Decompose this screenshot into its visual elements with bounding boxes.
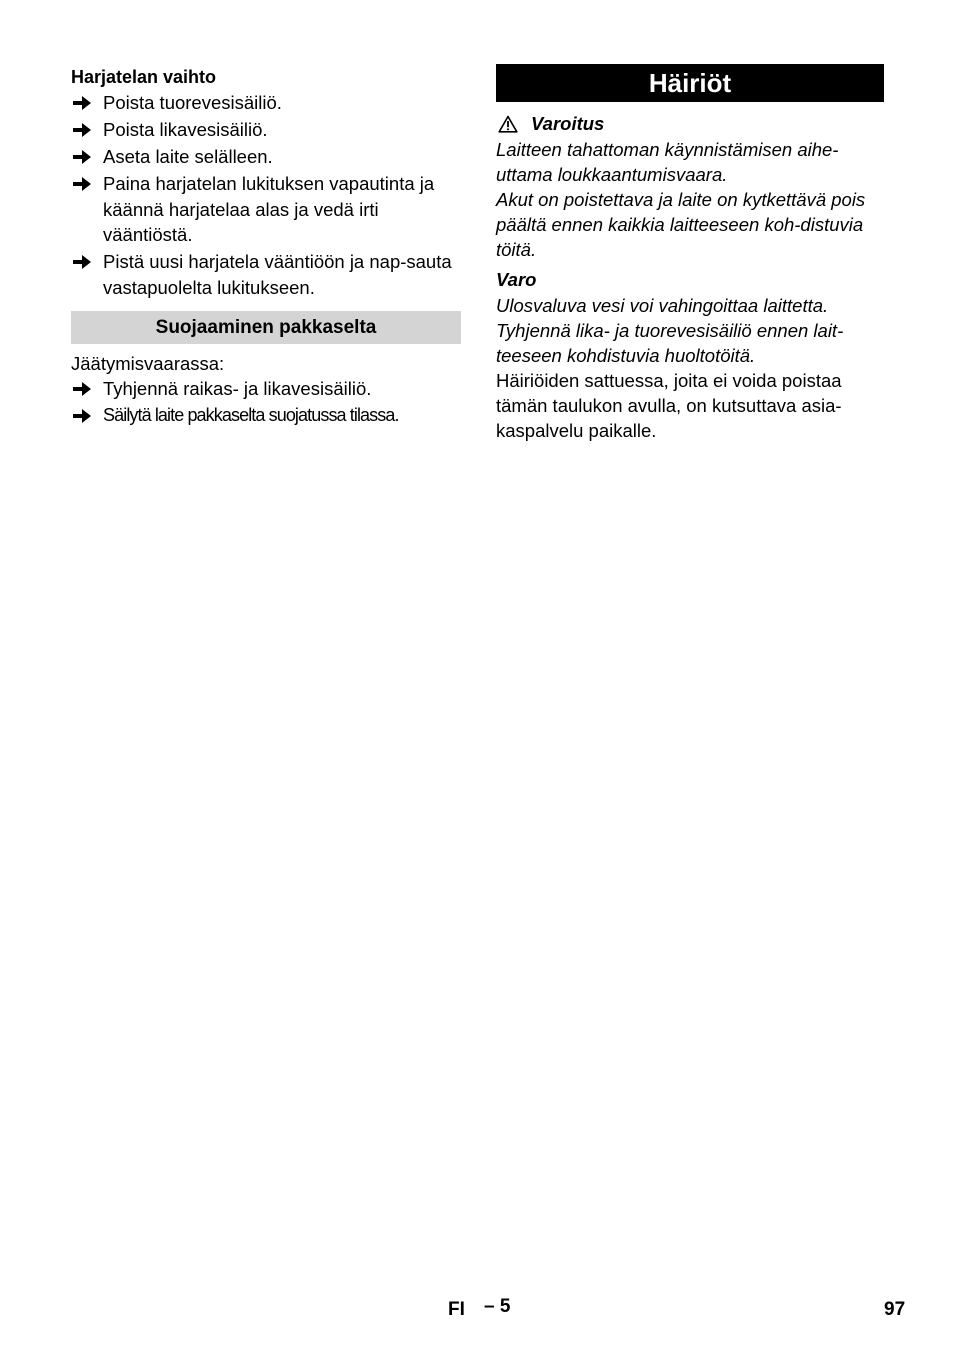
body-text: Häiriöiden sattuessa, joita ei voida poistaa tämän taulukon avulla, on kutsuttava asia-kaspalvelu paikalle. xyxy=(496,370,842,441)
warning-label: Varoitus xyxy=(531,113,605,134)
frost-steps xyxy=(71,376,461,429)
arrow-right-icon xyxy=(73,255,91,269)
step-text: Tyhjennä raikas- ja likavesisäiliö. xyxy=(103,378,372,399)
list-item xyxy=(71,144,461,170)
section-title: Häiriöt xyxy=(496,64,884,102)
warning-triangle-icon xyxy=(498,115,518,133)
step-text: Poista likavesisäiliö. xyxy=(103,119,268,140)
brush-roller-steps xyxy=(71,90,461,300)
list-item xyxy=(71,117,461,143)
right-column xyxy=(496,64,884,443)
footer-language: FI xyxy=(448,1299,465,1320)
left-column xyxy=(71,64,461,430)
footer-section-page: – 5 xyxy=(484,1296,511,1317)
warning-heading xyxy=(496,111,884,137)
step-text: Pistä uusi harjatela vääntiöön ja nap-sauta vastapuolelta lukitukseen. xyxy=(103,251,452,298)
caution-heading: Varo xyxy=(496,269,537,290)
list-item xyxy=(71,403,461,429)
warning-text: Akut on poistettava ja laite on kytkettävä pois päältä ennen kaikkia laitteeseen koh-distuvia töitä. xyxy=(496,189,866,260)
arrow-right-icon xyxy=(73,177,91,191)
frost-intro: Jäätymisvaarassa: xyxy=(71,353,225,374)
caution-text: Tyhjennä lika- ja tuorevesisäiliö ennen lait-teeseen kohdistuvia huoltotöitä. xyxy=(496,320,844,366)
arrow-right-icon xyxy=(73,123,91,137)
brush-roller-heading: Harjatelan vaihto xyxy=(71,67,217,87)
step-text: Poista tuorevesisäiliö. xyxy=(103,92,282,113)
warning-text: Laitteen tahattoman käynnistämisen aihe-uttama loukkaantumisvaara. xyxy=(496,139,839,185)
step-text: Paina harjatelan lukituksen vapautinta ja käännä harjatelaa alas ja vedä irti vääntiöstä. xyxy=(103,173,435,245)
footer-page-number: 97 xyxy=(884,1299,906,1320)
arrow-right-icon xyxy=(73,409,91,423)
arrow-right-icon xyxy=(73,96,91,110)
list-item xyxy=(71,376,461,402)
caution-text: Ulosvaluva vesi voi vahingoittaa laittetta. xyxy=(496,295,829,316)
step-text: Säilytä laite pakkaselta suojatussa tilassa. xyxy=(103,405,399,425)
step-text: Aseta laite selälleen. xyxy=(103,146,273,167)
arrow-right-icon xyxy=(73,382,91,396)
list-item xyxy=(71,171,461,248)
list-item xyxy=(71,249,461,300)
arrow-right-icon xyxy=(73,150,91,164)
list-item xyxy=(71,90,461,116)
frost-protection-heading: Suojaaminen pakkaselta xyxy=(71,311,461,344)
